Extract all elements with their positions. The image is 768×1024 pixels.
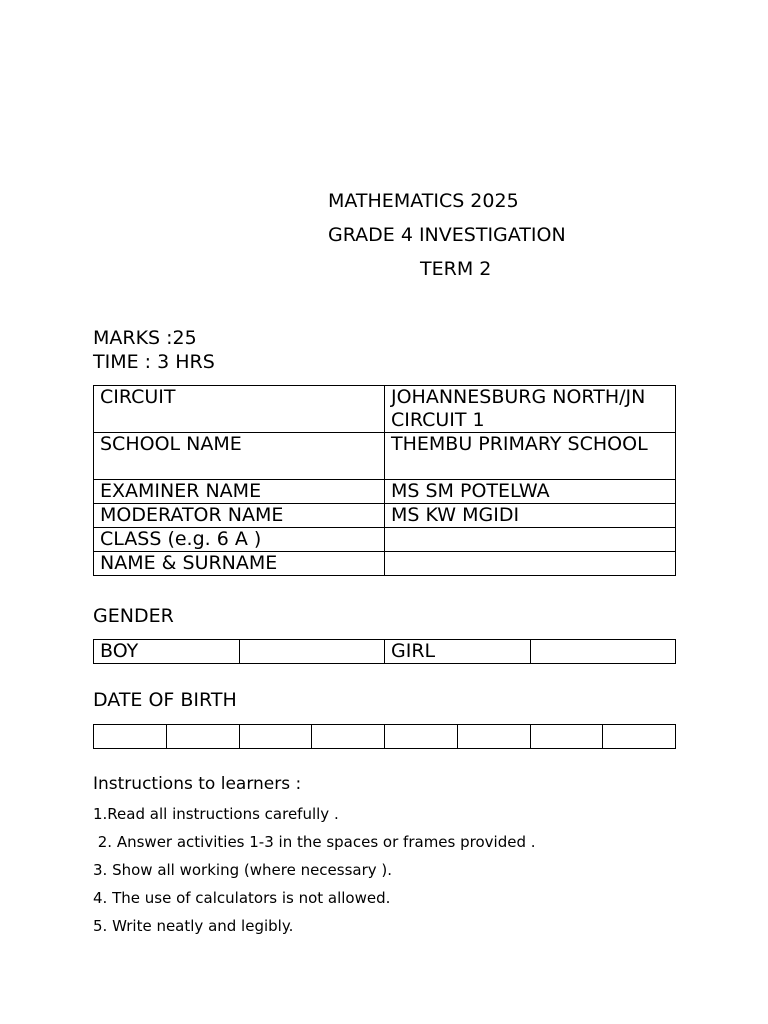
table-row [94,504,676,528]
dob-digit-cell[interactable] [603,725,676,749]
instruction-item: 4. The use of calculators is not allowed. [93,889,391,907]
class-field[interactable] [385,528,676,552]
document-subtitle: GRADE 4 INVESTIGATION [328,224,566,246]
circuit-value: JOHANNESBURG NORTH/JN CIRCUIT 1 [385,386,676,433]
instruction-item: 1.Read all instructions carefully . [93,805,339,823]
dob-digit-cell[interactable] [312,725,385,749]
gender-heading: GENDER [93,605,174,627]
instruction-item: 3. Show all working (where necessary ). [93,861,393,879]
boy-label: BOY [94,640,240,664]
dob-table [93,724,676,749]
moderator-name-value: MS KW MGIDI [385,504,676,528]
table-row [94,552,676,576]
table-row [94,480,676,504]
dob-heading: DATE OF BIRTH [93,689,237,711]
examiner-name-label: EXAMINER NAME [94,480,385,504]
time-label: TIME : 3 HRS [93,351,215,373]
class-label: CLASS (e.g. 6 A ) [94,528,385,552]
dob-digit-cell[interactable] [239,725,312,749]
instruction-item: 5. Write neatly and legibly. [93,917,294,935]
marks-label: MARKS :25 [93,327,197,349]
examiner-name-value: MS SM POTELWA [385,480,676,504]
circuit-label: CIRCUIT [94,386,385,433]
school-name-value: THEMBU PRIMARY SCHOOL [385,433,676,480]
table-row [94,725,676,749]
document-term: TERM 2 [420,258,492,280]
table-row [94,433,676,480]
school-name-label: SCHOOL NAME [94,433,385,480]
name-surname-label: NAME & SURNAME [94,552,385,576]
learner-info-table [93,385,676,576]
boy-checkbox-cell[interactable] [239,640,385,664]
table-row [94,386,676,433]
name-surname-field[interactable] [385,552,676,576]
table-row [94,528,676,552]
instruction-item: 2. Answer activities 1-3 in the spaces or frames provided . [93,833,536,851]
girl-checkbox-cell[interactable] [530,640,676,664]
dob-digit-cell[interactable] [94,725,167,749]
table-row [94,640,676,664]
girl-label: GIRL [385,640,531,664]
document-title: MATHEMATICS 2025 [328,190,519,212]
dob-digit-cell[interactable] [457,725,530,749]
gender-table [93,639,676,664]
moderator-name-label: MODERATOR NAME [94,504,385,528]
dob-digit-cell[interactable] [166,725,239,749]
dob-digit-cell[interactable] [385,725,458,749]
instructions-heading: Instructions to learners : [93,774,302,794]
dob-digit-cell[interactable] [530,725,603,749]
